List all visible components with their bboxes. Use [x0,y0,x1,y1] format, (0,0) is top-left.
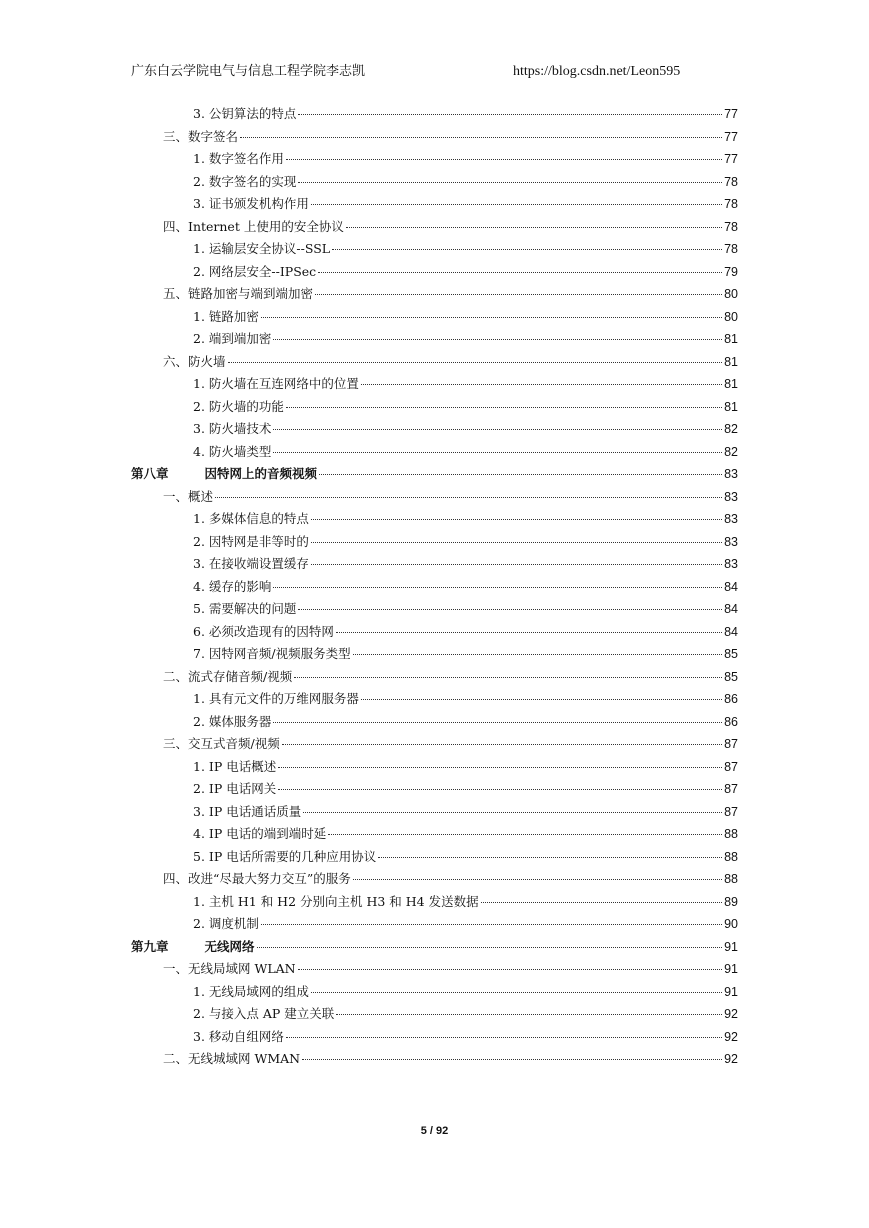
dot-leader [278,767,722,768]
toc-entry-page-number: 88 [724,872,738,886]
toc-entry-page-number: 91 [724,984,738,999]
toc-entry-page-number: 86 [724,714,738,729]
toc-entry-label: 1. 主机 H1 和 H2 分别向主机 H3 和 H4 发送数据 [193,893,479,909]
toc-entry-label: 四、改进“尽最大努力交互”的服务 [163,871,351,886]
toc-entry[interactable] [163,352,738,372]
toc-entry[interactable] [193,757,738,777]
toc-entry-label: 1. 无线局域网的组成 [193,983,309,999]
toc-chapter-entry[interactable] [131,464,738,484]
toc-entry[interactable] [193,914,738,934]
dot-leader [311,519,722,520]
dot-leader [336,632,722,633]
dot-leader [228,362,723,363]
dot-leader [257,947,723,948]
toc-entry[interactable] [163,487,738,507]
dot-leader [286,407,722,408]
toc-entry-label: 3. 公钥算法的特点 [193,106,297,121]
toc-entry-page-number: 91 [724,939,738,954]
page-header [131,63,739,81]
page-number: 5 / 92 [420,1125,449,1137]
toc-entry-page-number: 78 [724,174,738,189]
toc-entry[interactable] [193,1027,738,1047]
toc-entry[interactable] [193,532,738,552]
toc-entry-page-number: 91 [724,962,738,976]
toc-entry[interactable] [193,397,738,417]
toc-entry-label: 3. IP 电话通话质量 [193,803,302,819]
toc-entry[interactable] [193,509,738,529]
dot-leader [298,609,722,610]
toc-entry-page-number: 90 [724,917,738,931]
toc-entry-page-number: 78 [724,219,738,234]
toc-entry[interactable] [163,667,738,687]
toc-entry-page-number: 88 [724,827,738,841]
toc-entry-label: 二、无线城域网 WMAN [163,1051,301,1066]
toc-chapter-entry[interactable] [131,937,738,957]
toc-entry[interactable] [193,419,738,439]
toc-entry[interactable] [163,734,738,754]
toc-entry-page-number: 83 [724,512,738,526]
toc-entry[interactable] [193,1004,738,1024]
toc-entry-label: 2. 数字签名的实现 [193,173,297,189]
toc-entry-label: 2. 媒体服务器 [193,713,272,729]
toc-entry[interactable] [163,959,738,979]
dot-leader [361,384,722,385]
toc-entry[interactable] [193,824,738,844]
toc-entry-page-number: 77 [724,107,738,121]
toc-entry-label: 2. 因特网是非等时的 [193,533,309,549]
dot-leader [286,159,722,160]
toc-entry-page-number: 84 [724,602,738,616]
toc-entry[interactable] [163,869,738,889]
dot-leader [336,1014,722,1015]
toc-entry-label: 4. 防火墙类型 [193,443,272,459]
toc-entry-label: 三、交互式音频/视频 [163,736,280,751]
dot-leader [298,969,723,970]
toc-entry-label: 6. 必须改造现有的因特网 [193,623,334,639]
toc-entry-page-number: 92 [724,1052,738,1066]
toc-entry[interactable] [193,307,738,327]
toc-entry[interactable] [193,149,738,169]
toc-entry-label: 2. 网络层安全--IPSec [193,263,317,279]
dot-leader [319,474,722,475]
dot-leader [261,317,722,318]
toc-entry-page-number: 88 [724,849,738,864]
toc-entry[interactable] [163,217,738,237]
toc-entry-label: 1. 多媒体信息的特点 [193,511,309,526]
toc-entry-label: 3. 证书颁发机构作用 [193,196,309,211]
toc-entry[interactable] [163,1049,738,1069]
toc-entry-page-number: 81 [724,332,738,346]
toc-entry[interactable] [193,712,738,732]
toc-entry-label: 无线网络 [204,938,255,954]
toc-entry-page-number: 83 [724,489,738,504]
toc-entry-label: 1. 具有元文件的万维网服务器 [193,691,359,706]
toc-entry-label: 四、Internet 上使用的安全协议 [163,218,344,234]
dot-leader [346,227,722,228]
toc-entry[interactable] [193,622,738,642]
dot-leader [273,339,722,340]
header-author: 广东白云学院电气与信息工程学院李志凯 [131,64,366,79]
dot-leader [298,114,722,115]
dot-leader [298,182,722,183]
toc-entry[interactable] [193,982,738,1002]
toc-entry-label: 2. 与接入点 AP 建立关联 [193,1006,335,1021]
toc-entry-label: 五、链路加密与端到端加密 [163,286,314,301]
toc-entry-page-number: 85 [724,647,738,661]
toc-entry-page-number: 83 [724,557,738,571]
dot-leader [311,992,722,993]
dot-leader [282,744,722,745]
toc-entry-page-number: 83 [724,534,738,549]
toc-entry[interactable] [193,779,738,799]
toc-entry-page-number: 87 [724,737,738,751]
toc-entry[interactable] [193,442,738,462]
dot-leader [353,879,722,880]
toc-entry-page-number: 86 [724,692,738,706]
toc-entry[interactable] [193,374,738,394]
dot-leader [278,789,722,790]
toc-entry[interactable] [193,104,738,124]
toc-entry-label: 5. 需要解决的问题 [193,601,297,616]
toc-entry-label: 二、流式存储音频/视频 [163,668,293,684]
toc-entry-page-number: 87 [724,782,738,796]
toc-entry-label: 3. 防火墙技术 [193,421,272,436]
toc-entry-page-number: 92 [724,1007,738,1021]
toc-entry-page-number: 84 [724,624,738,639]
toc-entry-label: 1. 运输层安全协议--SSL [193,241,331,256]
dot-leader [302,1059,722,1060]
toc-entry-label: 因特网上的音频视频 [204,466,318,481]
dot-leader [215,497,722,498]
toc-entry-page-number: 89 [724,894,738,909]
dot-leader [273,452,722,453]
toc-entry-label: 5. IP 电话所需要的几种应用协议 [193,848,377,864]
toc-entry-page-number: 78 [724,242,738,256]
dot-leader [378,857,722,858]
toc-entry-page-number: 83 [724,467,738,481]
toc-entry-page-number: 77 [724,129,738,144]
toc-entry-page-number: 81 [724,377,738,391]
toc-entry-page-number: 84 [724,579,738,594]
toc-entry-label: 三、数字签名 [163,128,239,144]
toc-entry-page-number: 80 [724,309,738,324]
toc-entry-page-number: 82 [724,444,738,459]
toc-entry[interactable] [163,284,738,304]
toc-entry-label: 3. 在接收端设置缓存 [193,556,309,571]
dot-leader [481,902,722,903]
toc-entry[interactable] [193,802,738,822]
toc-entry[interactable] [193,689,738,709]
dot-leader [273,429,722,430]
toc-entry-page-number: 77 [724,152,738,166]
toc-entry-label: 4. IP 电话的端到端时延 [193,826,327,841]
toc-entry-label: 2. 防火墙的功能 [193,398,284,414]
toc-chapter-number: 第九章 [131,938,169,954]
toc-entry-page-number: 85 [724,669,738,684]
dot-leader [332,249,722,250]
toc-entry-page-number: 92 [724,1029,738,1044]
toc-entry[interactable] [163,127,738,147]
toc-entry[interactable] [193,194,738,214]
toc-entry-label: 一、概述 [163,488,214,504]
dot-leader [240,137,722,138]
dot-leader [273,722,722,723]
toc-entry-label: 2. IP 电话网关 [193,781,277,796]
toc-entry-label: 一、无线局域网 WLAN [163,961,296,976]
toc-entry-label: 1. 数字签名作用 [193,151,284,166]
dot-leader [318,272,722,273]
toc-entry[interactable] [193,239,738,259]
toc-entry[interactable] [193,892,738,912]
toc-entry-page-number: 80 [724,287,738,301]
dot-leader [294,677,722,678]
toc-entry-label: 1. IP 电话概述 [193,758,277,774]
toc-entry-page-number: 79 [724,264,738,279]
dot-leader [286,1037,722,1038]
dot-leader [328,834,722,835]
dot-leader [303,812,722,813]
dot-leader [353,654,722,655]
toc-entry-label: 2. 端到端加密 [193,331,272,346]
toc-entry-page-number: 87 [724,804,738,819]
toc-entry[interactable] [193,262,738,282]
toc-entry-label: 3. 移动自组网络 [193,1028,284,1044]
toc-entry-page-number: 81 [724,354,738,369]
dot-leader [311,542,722,543]
toc-entry-page-number: 87 [724,759,738,774]
toc-entry[interactable] [193,847,738,867]
toc-entry[interactable] [193,577,738,597]
toc-entry-label: 4. 缓存的影响 [193,578,272,594]
toc-entry[interactable] [193,329,738,349]
dot-leader [273,587,722,588]
toc-entry[interactable] [193,644,738,664]
dot-leader [261,924,722,925]
toc-chapter-number: 第八章 [131,466,169,481]
toc-entry[interactable] [193,599,738,619]
header-url: https://blog.csdn.net/Leon595 [513,64,681,79]
toc-entry[interactable] [193,172,738,192]
dot-leader [311,564,722,565]
toc-entry-page-number: 78 [724,197,738,211]
toc-entry-label: 2. 调度机制 [193,916,259,931]
toc-entry[interactable] [193,554,738,574]
dot-leader [311,204,722,205]
toc-entry-label: 1. 链路加密 [193,308,259,324]
dot-leader [315,294,722,295]
dot-leader [361,699,722,700]
toc-entry-label: 六、防火墙 [163,353,226,369]
toc-entry-page-number: 81 [724,399,738,414]
toc-entry-page-number: 82 [724,422,738,436]
toc-entry-label: 7. 因特网音频/视频服务类型 [193,646,351,661]
toc-entry-label: 1. 防火墙在互连网络中的位置 [193,376,359,391]
